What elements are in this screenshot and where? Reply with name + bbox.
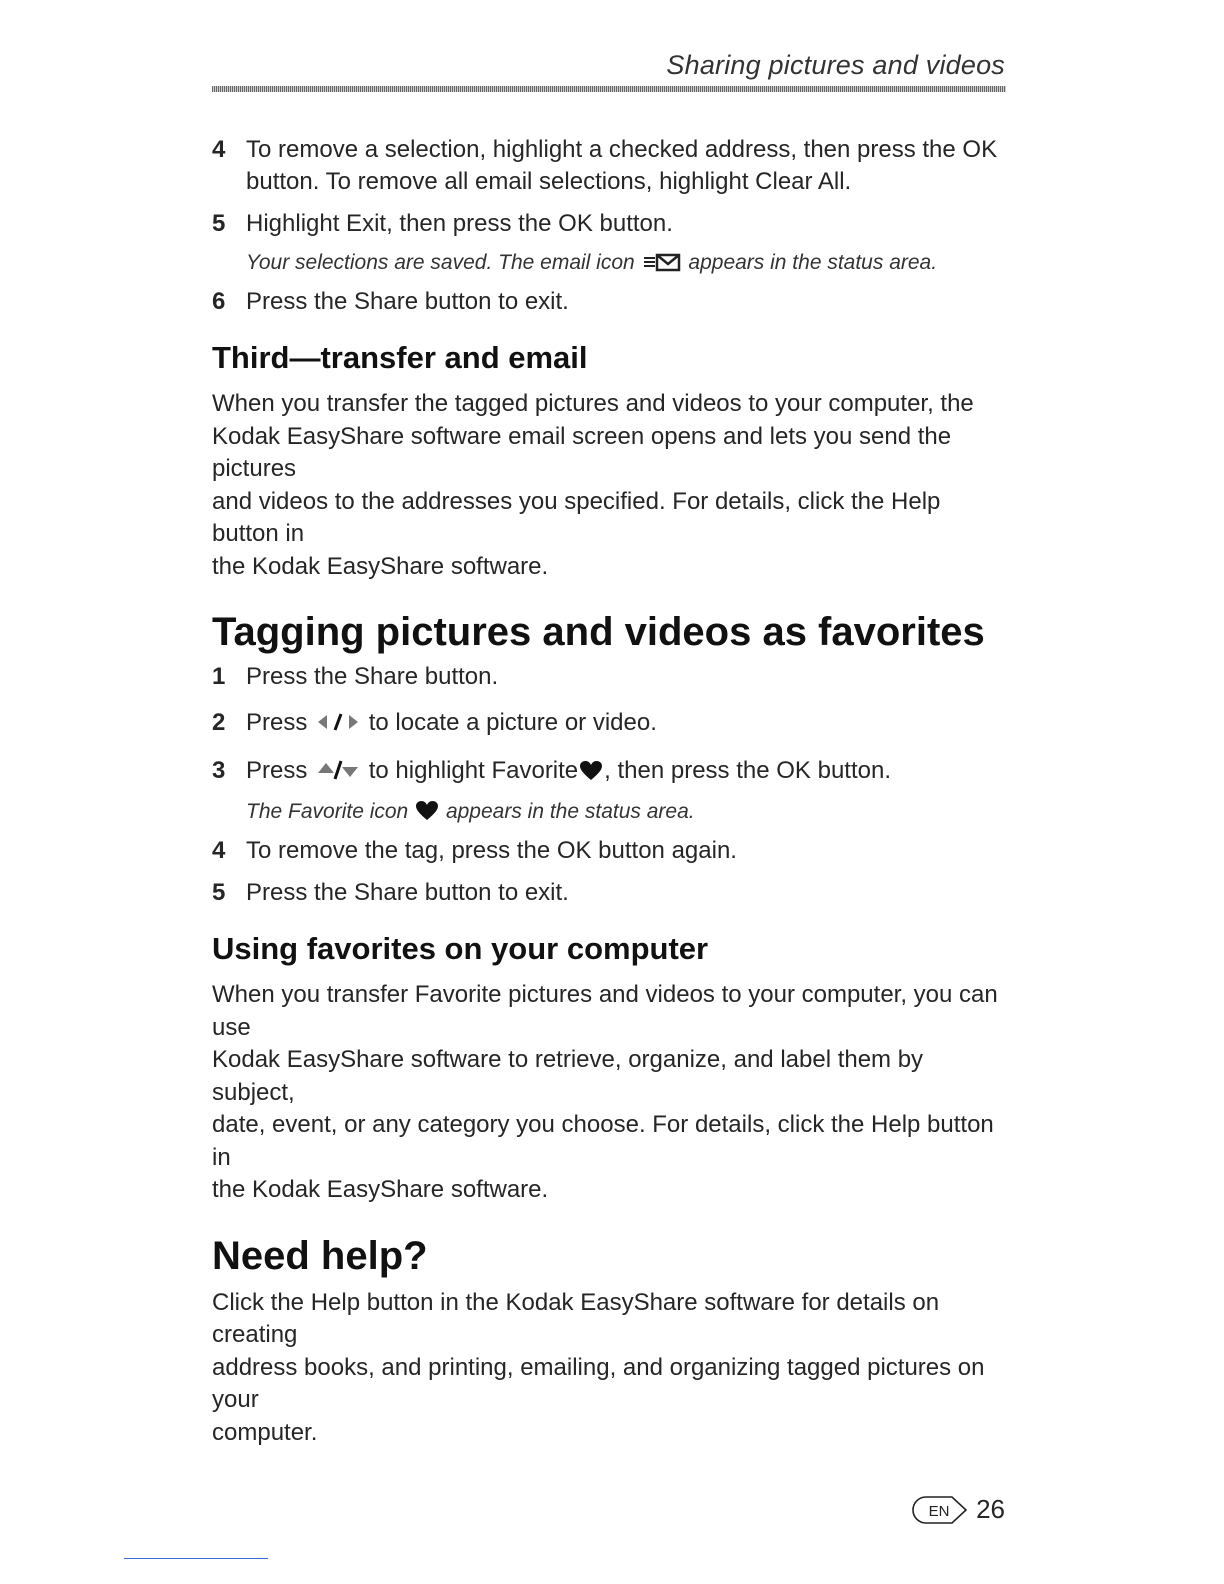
para-line: Click the Help button in the Kodak EasyShare software for details on creating bbox=[212, 1288, 940, 1348]
language-code: EN bbox=[928, 1502, 950, 1520]
bottom-rule bbox=[124, 1558, 268, 1559]
para-line: and videos to the addresses you specified. For details, click the Help button in bbox=[212, 487, 941, 547]
heart-icon bbox=[416, 801, 438, 821]
step-text-line: Press the Share button to exit. bbox=[246, 879, 569, 906]
section-heading-using-favorites: Using favorites on your computer bbox=[212, 931, 709, 966]
step-number: 4 bbox=[212, 837, 226, 864]
email-icon bbox=[643, 252, 681, 272]
step-text: Press bbox=[246, 757, 308, 784]
step-text-line: Highlight Exit, then press the OK button. bbox=[246, 210, 673, 237]
step-number: 5 bbox=[212, 879, 226, 906]
step-6-exit bbox=[212, 286, 1012, 318]
step-text-line: To remove the tag, press the OK button again. bbox=[246, 837, 737, 864]
para-line: address books, and printing, emailing, and organizing tagged pictures on your bbox=[212, 1353, 985, 1413]
step-number: 6 bbox=[212, 288, 226, 315]
step-text: to locate a picture or video. bbox=[368, 709, 657, 736]
help-section-paragraph bbox=[212, 1287, 1012, 1450]
para-line: the Kodak EasyShare software. bbox=[212, 1176, 549, 1203]
step-text-line: Press the Share button. bbox=[246, 663, 499, 690]
fav-step-4 bbox=[212, 835, 1012, 867]
fav-step-3 bbox=[212, 755, 1012, 787]
third-section-paragraph bbox=[212, 388, 1012, 583]
para-line: the Kodak EasyShare software. bbox=[212, 552, 549, 580]
step-text: , then press the OK button. bbox=[604, 757, 891, 784]
para-line: date, event, or any category you choose. For details, click the Help button in bbox=[212, 1111, 994, 1171]
step-number: 1 bbox=[212, 663, 226, 690]
para-line: When you transfer Favorite pictures and videos to your computer, you can use bbox=[212, 981, 998, 1041]
step-4-remove-selection bbox=[212, 134, 1012, 198]
fav-step-5 bbox=[212, 877, 1012, 909]
section-heading-third-transfer: Third—transfer and email bbox=[212, 340, 588, 375]
note-text: The Favorite icon bbox=[246, 800, 409, 823]
step-number: 3 bbox=[212, 757, 226, 784]
step-text-line: Press the Share button to exit. bbox=[246, 288, 569, 315]
para-line: computer. bbox=[212, 1418, 318, 1446]
up-down-arrows-icon bbox=[316, 759, 360, 781]
language-badge bbox=[912, 1495, 968, 1525]
step-text: to highlight Favorite bbox=[368, 757, 579, 784]
note-text: Your selections are saved. The email icon bbox=[246, 251, 635, 274]
step-number: 5 bbox=[212, 210, 226, 237]
computer-section-paragraph bbox=[212, 979, 1012, 1207]
step-5-highlight-exit bbox=[212, 208, 1012, 240]
section-heading-tagging-favorites: Tagging pictures and videos as favorites bbox=[212, 610, 985, 654]
step-text: Press bbox=[246, 709, 308, 736]
step-number: 4 bbox=[212, 136, 226, 163]
header-rule bbox=[212, 86, 1006, 92]
fav-step-2 bbox=[212, 707, 1012, 739]
page-content bbox=[212, 130, 1012, 1449]
step-number: 2 bbox=[212, 709, 226, 736]
email-saved-note bbox=[212, 248, 1012, 278]
heart-icon bbox=[580, 761, 602, 781]
favorite-icon-note bbox=[212, 797, 1012, 827]
note-text: appears in the status area. bbox=[445, 800, 695, 823]
page-number: 26 bbox=[976, 1494, 1005, 1524]
step-text-line: button. To remove all email selections, highlight Clear All. bbox=[246, 168, 852, 195]
page-header-title: Sharing pictures and videos bbox=[666, 50, 1005, 80]
para-line: When you transfer the tagged pictures and videos to your computer, the bbox=[212, 390, 974, 417]
step-text-line: To remove a selection, highlight a checked address, then press the OK bbox=[246, 136, 998, 163]
para-line: Kodak EasyShare software to retrieve, organize, and label them by subject, bbox=[212, 1046, 924, 1106]
para-line: Kodak EasyShare software email screen opens and lets you send the pictures bbox=[212, 422, 952, 482]
page-footer bbox=[912, 1494, 1005, 1525]
section-heading-need-help: Need help? bbox=[212, 1233, 428, 1278]
note-text: appears in the status area. bbox=[688, 251, 938, 274]
left-right-arrows-icon bbox=[316, 711, 360, 733]
fav-step-1 bbox=[212, 661, 1012, 693]
